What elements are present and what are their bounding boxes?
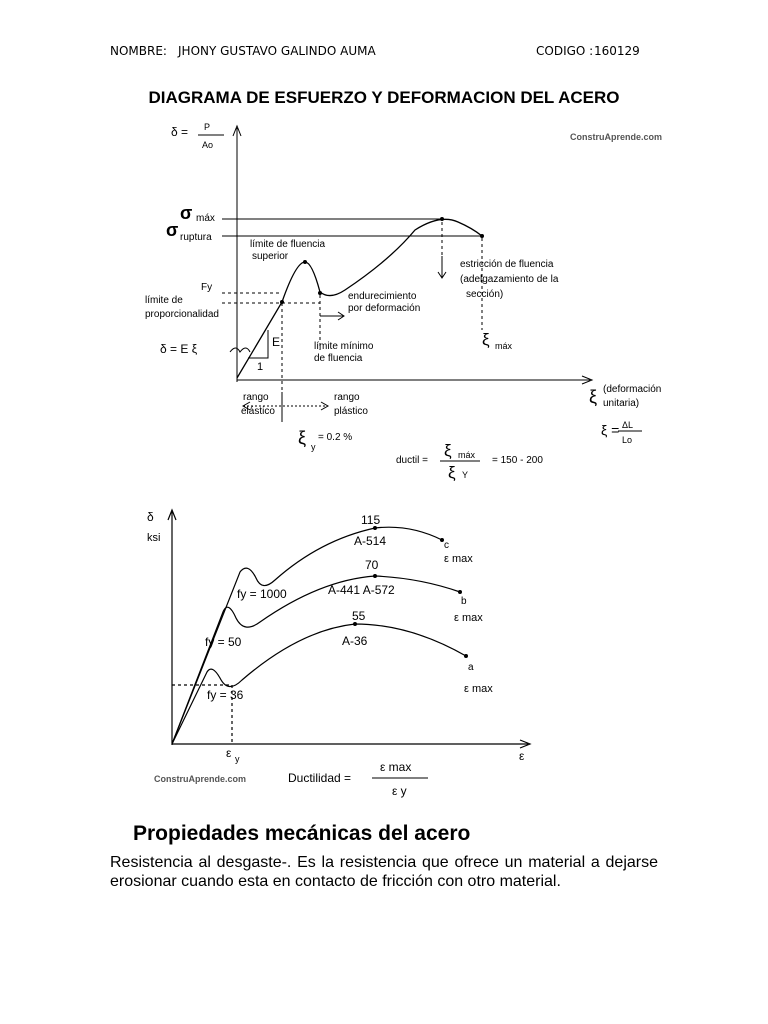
svg-text:= 0.2 %: = 0.2 %: [318, 432, 353, 443]
stress-def-lhs: δ =: [171, 125, 189, 139]
svg-text:E: E: [272, 335, 281, 349]
svg-text:ductil =: ductil =: [396, 455, 428, 466]
svg-text:unitaria): unitaria): [603, 398, 640, 409]
svg-text:ε max: ε max: [444, 553, 473, 565]
svg-text:fy = 1000: fy = 1000: [237, 587, 287, 601]
logo-1: ConstruAprende.com: [570, 132, 663, 142]
name-label: NOMBRE:: [110, 44, 167, 58]
svg-text:b: b: [461, 596, 467, 607]
svg-text:ξ: ξ: [482, 330, 490, 349]
svg-text:P: P: [204, 122, 211, 132]
svg-text:Lo: Lo: [622, 435, 633, 445]
svg-text:δ: δ: [147, 510, 154, 524]
svg-text:ξ: ξ: [444, 441, 452, 460]
svg-text:proporcionalidad: proporcionalidad: [145, 309, 219, 320]
svg-text:ε: ε: [519, 749, 525, 763]
svg-text:(adelgazamiento de la: (adelgazamiento de la: [460, 274, 559, 285]
svg-text:1: 1: [257, 361, 264, 373]
svg-text:máx: máx: [458, 450, 476, 460]
svg-text:ΔL: ΔL: [622, 420, 634, 430]
svg-text:ξ =: ξ =: [601, 422, 620, 438]
section-title: Propiedades mecánicas del acero: [133, 822, 471, 845]
svg-text:rango: rango: [243, 392, 269, 403]
svg-text:55: 55: [352, 609, 366, 623]
svg-text:por deformación: por deformación: [348, 303, 421, 314]
svg-text:Ductilidad =: Ductilidad =: [288, 771, 352, 785]
svg-text:máx: máx: [495, 341, 513, 351]
student-code: 160129: [594, 44, 640, 58]
svg-text:c: c: [444, 540, 449, 551]
svg-text:fy = 36: fy = 36: [207, 688, 244, 702]
svg-text:A-36: A-36: [342, 634, 368, 648]
svg-text:límite de: límite de: [145, 295, 183, 306]
svg-text:límite mínimo: límite mínimo: [314, 341, 374, 352]
svg-text:Y: Y: [462, 470, 469, 480]
svg-text:(deformación: (deformación: [603, 384, 662, 395]
curve-a441: [172, 576, 460, 744]
svg-text:ruptura: ruptura: [180, 232, 212, 243]
svg-text:endurecimiento: endurecimiento: [348, 291, 417, 302]
svg-text:σ: σ: [180, 203, 193, 223]
svg-text:ksi: ksi: [147, 532, 161, 544]
page-title: DIAGRAMA DE ESFUERZO Y DEFORMACION DEL ACERO: [148, 88, 620, 107]
svg-text:y: y: [311, 442, 316, 452]
svg-text:ε max: ε max: [454, 612, 483, 624]
svg-text:fy = 50: fy = 50: [205, 635, 242, 649]
student-name: JHONY GUSTAVO GALINDO AUMA: [178, 44, 376, 58]
svg-text:ξ: ξ: [589, 387, 598, 407]
svg-text:ε y: ε y: [392, 784, 407, 798]
svg-text:de fluencia: de fluencia: [314, 353, 363, 364]
svg-text:ξ: ξ: [298, 428, 307, 448]
svg-text:70: 70: [365, 558, 379, 572]
svg-text:ε max: ε max: [464, 683, 493, 695]
svg-text:ε: ε: [226, 746, 232, 760]
svg-text:y: y: [235, 754, 240, 764]
svg-text:δ = E ξ: δ = E ξ: [160, 342, 198, 356]
svg-text:estricción de fluencia: estricción de fluencia: [460, 259, 554, 270]
svg-text:σ: σ: [166, 220, 179, 240]
svg-text:= 150 - 200: = 150 - 200: [492, 455, 543, 466]
svg-text:Ao: Ao: [202, 140, 214, 150]
svg-text:ξ: ξ: [448, 463, 456, 482]
svg-text:A-441 A-572: A-441 A-572: [328, 583, 395, 597]
svg-text:ε max: ε max: [380, 760, 412, 774]
logo-2: ConstruAprende.com: [154, 774, 247, 784]
svg-text:máx: máx: [196, 213, 215, 224]
body-paragraph: Resistencia al desgaste-. Es la resistencia que ofrece un material a dejarse erosionar cuando esta en contacto de fricción con otro material.: [110, 854, 658, 890]
svg-text:elástico: elástico: [241, 406, 275, 417]
svg-text:Fy: Fy: [201, 282, 213, 293]
svg-text:límite de fluencia: límite de fluencia: [250, 239, 326, 250]
svg-text:a: a: [468, 662, 474, 673]
svg-text:rango: rango: [334, 392, 360, 403]
svg-text:sección): sección): [466, 289, 504, 300]
svg-text:superior: superior: [252, 251, 289, 262]
code-label: CODIGO :: [536, 44, 594, 58]
svg-text:A-514: A-514: [354, 534, 387, 548]
svg-text:plástico: plástico: [334, 406, 368, 417]
svg-text:115: 115: [361, 513, 381, 527]
